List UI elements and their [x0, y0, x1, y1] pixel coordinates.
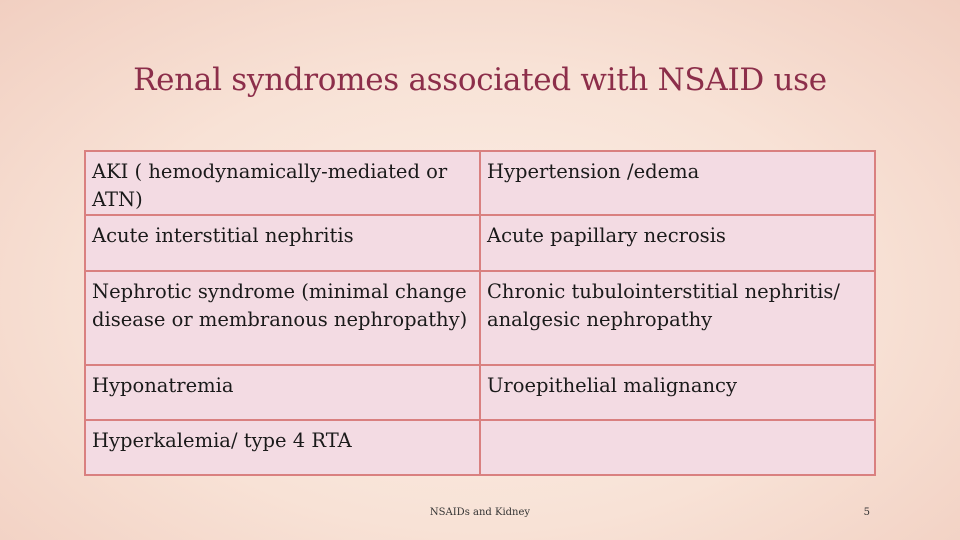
- table-cell: Acute interstitial nephritis: [85, 215, 480, 271]
- slide-title: Renal syndromes associated with NSAID use: [133, 62, 827, 98]
- table-cell: [480, 420, 875, 475]
- table-cell: Uroepithelial malignancy: [480, 365, 875, 420]
- table-row: [85, 420, 875, 475]
- footer-text: NSAIDs and Kidney: [429, 507, 531, 518]
- table-cell: Acute papillary necrosis: [480, 215, 875, 271]
- table-cell: Hyponatremia: [85, 365, 480, 420]
- table-row: [85, 271, 875, 365]
- table-cell: AKI ( hemodynamically-mediated or ATN): [85, 151, 480, 215]
- table-cell: Chronic tubulointerstitial nephritis/ analgesic nephropathy: [480, 271, 875, 365]
- syndromes-table: [84, 150, 876, 476]
- table-row: [85, 151, 875, 215]
- table-cell: Hypertension /edema: [480, 151, 875, 215]
- table-cell: Nephrotic syndrome (minimal change disease or membranous nephropathy): [85, 271, 480, 365]
- table-row: [85, 365, 875, 420]
- page-number: 5: [863, 507, 870, 518]
- table-row: [85, 215, 875, 271]
- table-cell: Hyperkalemia/ type 4 RTA: [85, 420, 480, 475]
